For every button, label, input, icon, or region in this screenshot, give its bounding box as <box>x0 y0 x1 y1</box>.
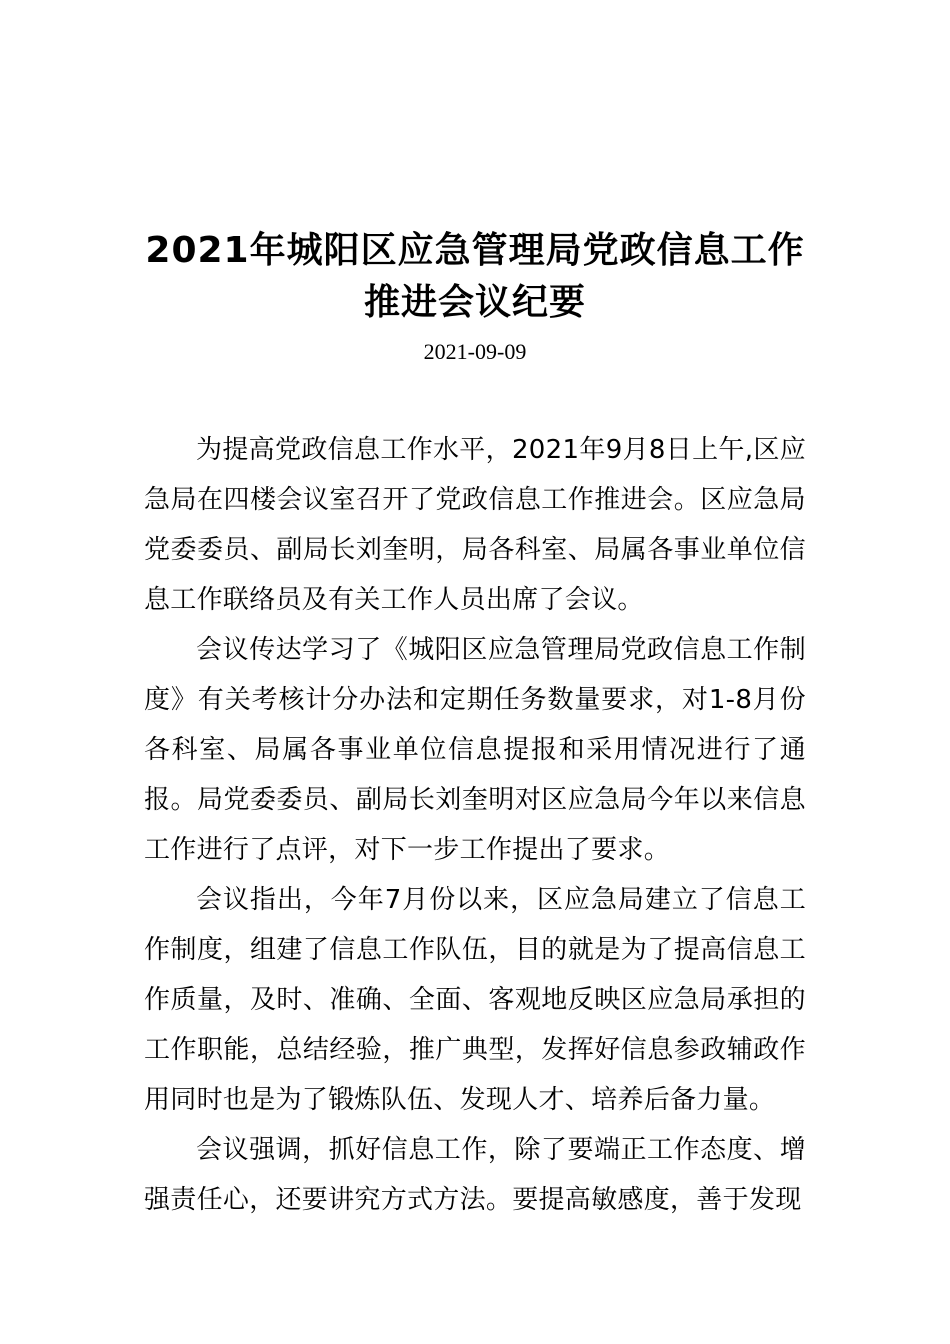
body-paragraph-3: 会议指出，今年7月份以来，区应急局建立了信息工作制度，组建了信息工作队伍，目的就是为了提高信息工作质量，及时、准确、全面、客观地反映区应急局承担的工作职能，总结经验，推广典型，发挥好信息参政辅政作用同时也是为了锻炼队伍、发现人才、培养后备力量。 <box>144 885 806 1115</box>
body-paragraph-1: 为提高党政信息工作水平，2021年9月8日上午,区应急局在四楼会议室召开了党政信息工作推进会。区应急局党委委员、副局长刘奎明，局各科室、局属各事业单位信息工作联络员及有关工作人员出席了会议。 <box>144 435 806 615</box>
document-title-line-1: 2021年城阳区应急管理局党政信息工作 <box>145 230 805 271</box>
document-title-line-2: 推进会议纪要 <box>363 282 586 323</box>
body-paragraph-4: 会议强调，抓好信息工作，除了要端正工作态度、增强责任心，还要讲究方式方法。要提高敏感度，善于发现 <box>144 1135 806 1215</box>
document-date: 2021-09-09 <box>423 339 527 364</box>
body-paragraph-2: 会议传达学习了《城阳区应急管理局党政信息工作制度》有关考核计分办法和定期任务数量要求，对1-8月份各科室、局属各事业单位信息提报和采用情况进行了通报。局党委委员、副局长刘奎明对区应急局今年以来信息工作进行了点评，对下一步工作提出了要求。 <box>144 635 806 865</box>
document-body <box>144 425 806 1225</box>
